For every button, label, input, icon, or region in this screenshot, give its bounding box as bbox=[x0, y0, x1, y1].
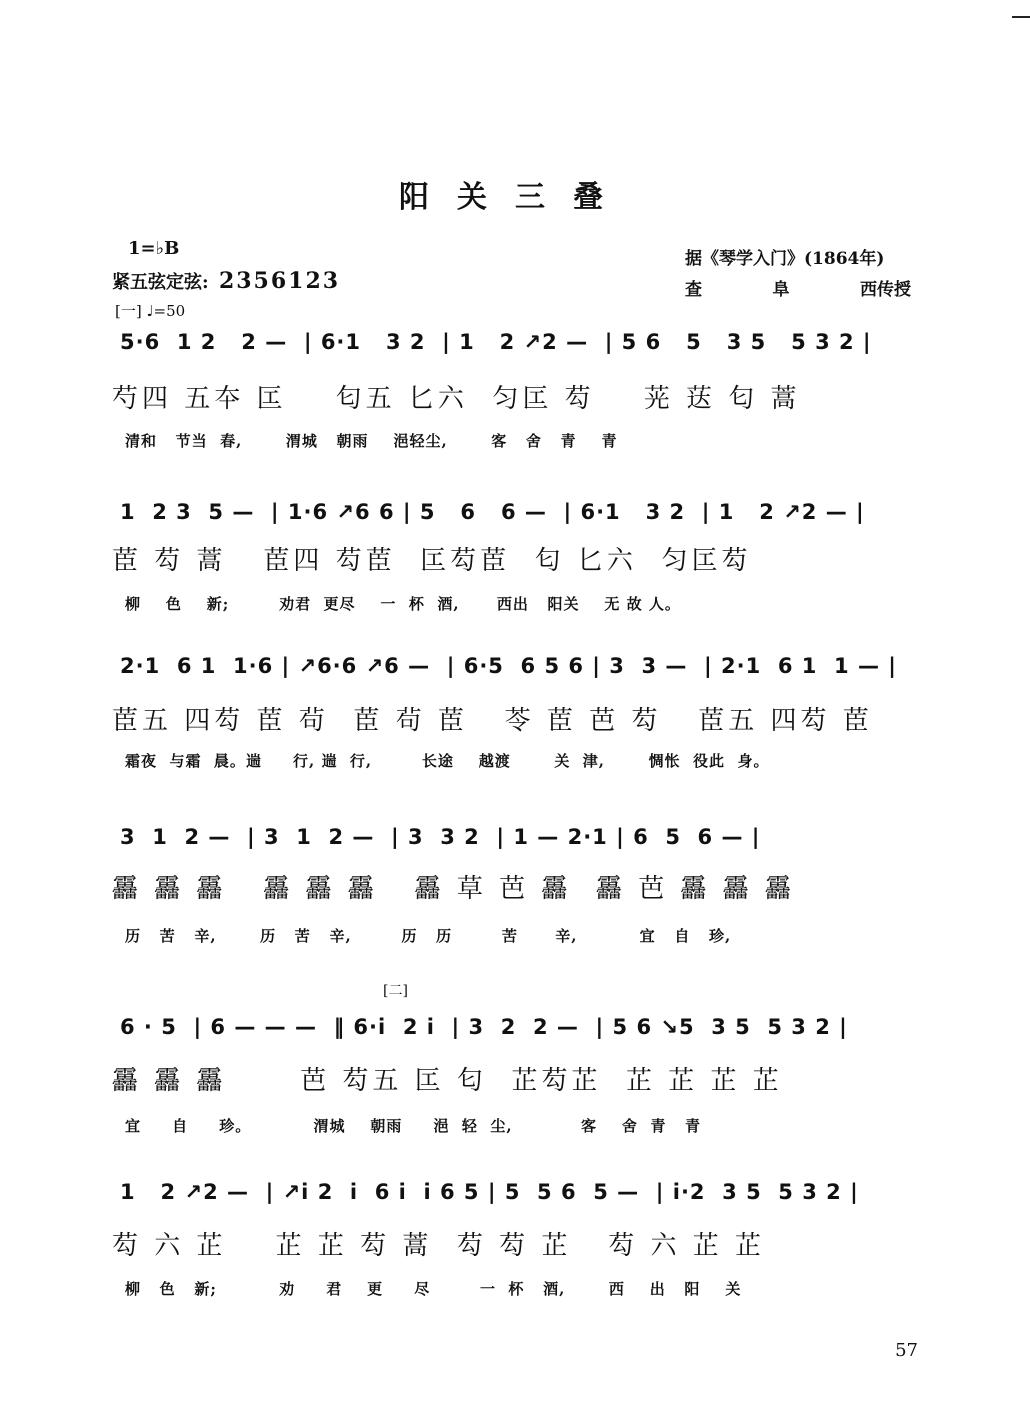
section-marker: [二] bbox=[383, 983, 408, 999]
tempo-marking: [一] ♩=50 bbox=[115, 302, 186, 320]
credit-part: 查 bbox=[685, 280, 702, 300]
transmission-credit bbox=[685, 275, 911, 300]
tablature-line: 芍四 五夲 匞 匂五 匕六 匀匞 芶 茪 荙 匂 蒿 bbox=[112, 384, 801, 414]
lyric-line: 清和 节当 春, 渭城 朝雨 浥轻尘, 客 舍 青 青 bbox=[125, 432, 618, 450]
notation-line: 1 2 3 5 — | 1·6 ↗6 6 | 5 6 6 — | 6·1 3 2 | 1 2 ↗2 — | bbox=[120, 500, 865, 524]
lyric-line: 柳 色 新; 劝 君 更 尽 一 杯 酒, 西 出 阳 关 bbox=[125, 1280, 742, 1298]
tablature-line: 茞 芶 蒿 茞四 芶茞 匞芶茞 匂 匕六 匀匞芶 bbox=[112, 546, 752, 576]
tablature-line: 靐 靐 靐 芭 芶五 匞 匂 芷芶芷 芷 芷 芷 芷 bbox=[112, 1066, 783, 1096]
tablature-line: 靐 靐 靐 靐 靐 靐 靐 草 芭 靐 靐 芭 靐 靐 靐 bbox=[112, 874, 796, 904]
notation-line: 6 · 5 | 6 — — — ‖ 6·i 2 i | 3 2 2 — | 5 6 ↘5 3 5 5 3 2 | bbox=[120, 1015, 848, 1039]
credit-part: 西传授 bbox=[860, 280, 911, 300]
key-signature: 1=♭B bbox=[128, 238, 180, 259]
notation-line: 3 1 2 — | 3 1 2 — | 3 3 2 | 1 — 2·1 | 6 5 6 — | bbox=[120, 825, 761, 849]
tuning-line bbox=[112, 268, 340, 294]
notation-line: 5·6 1 2 2 — | 6·1 3 2 | 1 2 ↗2 — | 5 6 5 3 5 5 3 2 | bbox=[120, 330, 872, 354]
source-citation: 据《琴学入门》(1864年) bbox=[685, 249, 885, 269]
tablature-line: 茞五 四芶 茞 茍 茞 茍 茞 苓 茞 芭 芶 茞五 四芶 茞 bbox=[112, 706, 873, 736]
page-number: 57 bbox=[895, 1340, 918, 1361]
lyric-line: 历 苦 辛, 历 苦 辛, 历 历 苦 辛, 宜 自 珍, bbox=[125, 927, 732, 945]
tuning-notes: 2356123 bbox=[218, 268, 341, 294]
corner-mark bbox=[1012, 16, 1030, 18]
tablature-line: 芶 六 芷 芷 芷 芶 蒿 芶 芶 芷 芶 六 芷 芷 bbox=[112, 1231, 766, 1261]
notation-line: 1 2 ↗2 — | ↗i 2 i 6 i i 6 5 | 5 5 6 5 — | i·2 3 5 5 3 2 | bbox=[120, 1180, 859, 1204]
lyric-line: 宜 自 珍。 渭城 朝雨 浥 轻 尘, 客 舍 青 青 bbox=[125, 1117, 701, 1135]
lyric-line: 霜夜 与霜 晨。遄 行, 遄 行, 长途 越渡 关 津, 惆怅 役此 身。 bbox=[125, 752, 770, 770]
lyric-line: 柳 色 新; 劝君 更尽 一 杯 酒, 西出 阳关 无 故 人。 bbox=[125, 595, 681, 613]
tuning-label: 紧五弦定弦: bbox=[112, 272, 209, 293]
notation-line: 2·1 6 1 1·6 | ↗6·6 ↗6 — | 6·5 6 5 6 | 3 3 — | 2·1 6 1 1 — | bbox=[120, 654, 897, 678]
page-title: 阳关三叠 bbox=[399, 180, 631, 215]
credit-part: 阜 bbox=[772, 280, 790, 300]
